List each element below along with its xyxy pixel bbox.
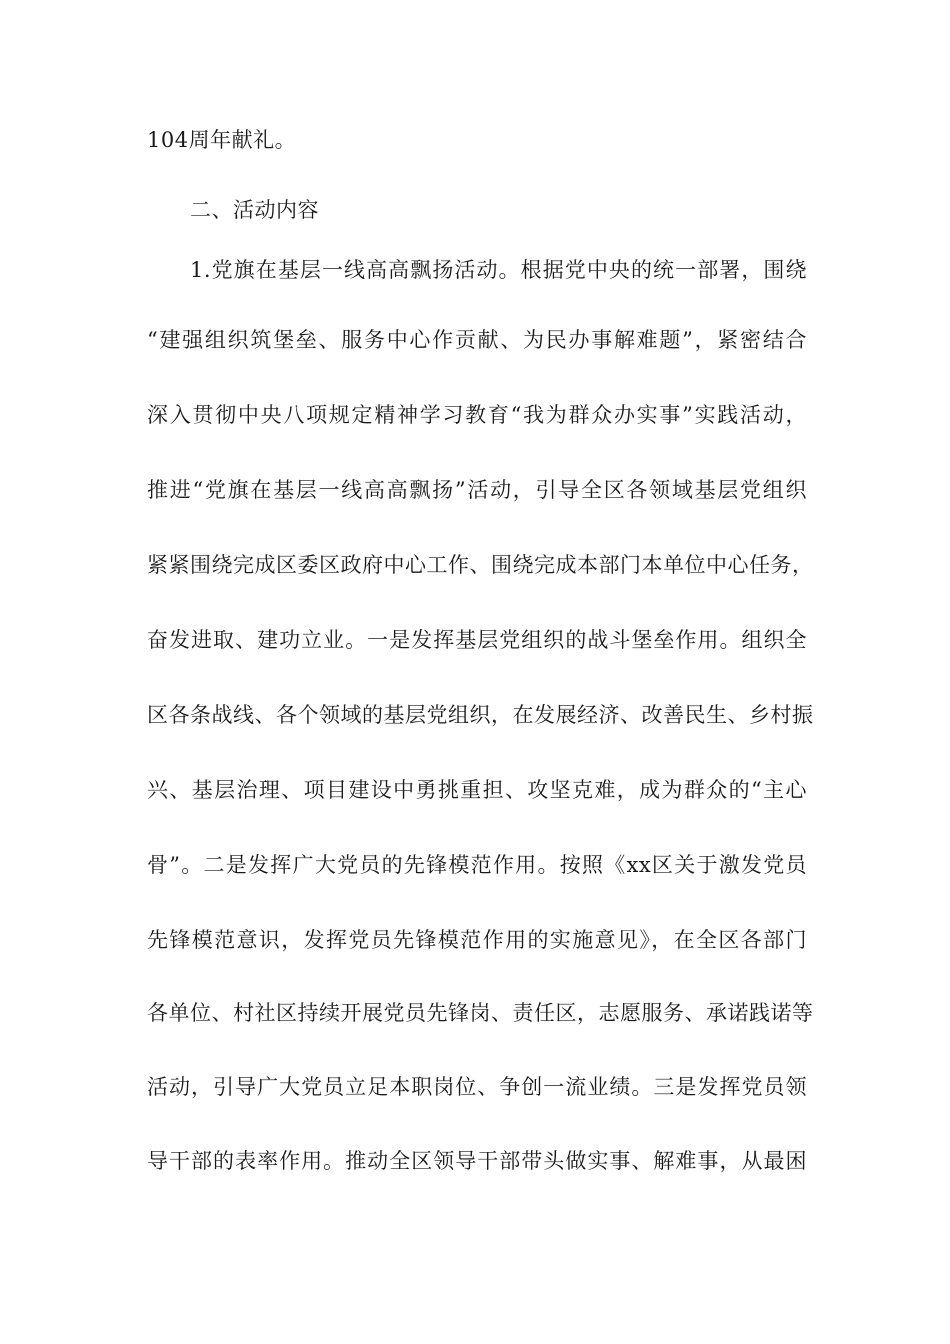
text-line-12: 先锋模范意识，发挥党员先锋模范作用的实施意见》，在全区各部门	[147, 928, 807, 952]
text-line-6: 推进“党旗在基层一线高高飘扬”活动，引导全区各领域基层党组织	[147, 478, 807, 502]
text-line-7: 紧紧围绕完成区委区政府中心工作、围绕完成本部门本单位中心任务，	[147, 553, 814, 577]
text-line-1: 104周年献礼。	[147, 128, 297, 152]
text-line-13: 各单位、村社区持续开展党员先锋岗、责任区，志愿服务、承诺践诺等	[147, 1001, 814, 1025]
text-line-15: 导干部的表率作用。推动全区领导干部带头做实事、解难事，从最困	[147, 1149, 807, 1173]
text-line-10: 兴、基层治理、项目建设中勇挑重担、攻坚克难，成为群众的“主心	[147, 778, 807, 802]
text-line-5: 深入贯彻中央八项规定精神学习教育“我为群众办实事”实践活动，	[147, 403, 807, 427]
text-line-14: 活动，引导广大党员立足本职岗位、争创一流业绩。三是发挥党员领	[147, 1075, 807, 1099]
text-line-9: 区各条战线、各个领域的基层党组织，在发展经济、改善民生、乡村振	[147, 703, 814, 727]
text-line-8: 奋发进取、建功立业。一是发挥基层党组织的战斗堡垒作用。组织全	[147, 628, 807, 652]
text-line-11: 骨”。二是发挥广大党员的先锋模范作用。按照《xx区关于激发党员	[147, 853, 807, 877]
section-heading: 二、活动内容	[190, 198, 319, 222]
text-line-4: “建强组织筑堡垒、服务中心作贡献、为民办事解难题”，紧密结合	[147, 328, 807, 352]
text-line-3: 1.党旗在基层一线高高飘扬活动。根据党中央的统一部署，围绕	[190, 258, 807, 282]
